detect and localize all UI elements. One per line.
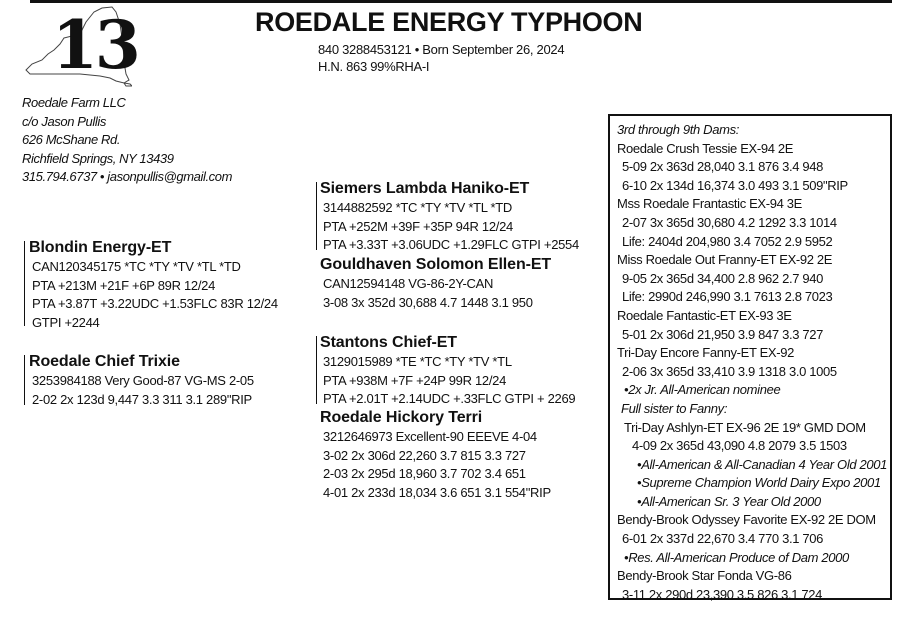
owner-city: Richfield Springs, NY 13439 (22, 150, 174, 166)
sire-id: CAN120345175 *TC *TY *TV *TL *TD (32, 259, 241, 274)
sires-sire-details (323, 199, 579, 255)
owner-block (22, 94, 232, 187)
dams-dam-id: 3212646973 Excellent-90 EEEVE 4-04 (323, 429, 537, 444)
dams-dam-record-2: 2-03 2x 295d 18,960 3.7 702 3.4 651 (323, 466, 526, 482)
dams-box-line: 9-05 2x 365d 34,400 2.8 962 2.7 940 (622, 270, 823, 286)
dams-box-line: Tri-Day Ashlyn-ET EX-96 2E 19* GMD DOM (624, 419, 866, 435)
sire-gtpi: GTPI +2244 (32, 314, 100, 330)
dams-box-line: •Supreme Champion World Dairy Expo 2001 (637, 475, 881, 491)
dams-sire-details (323, 353, 575, 409)
sires-dam-name: Gouldhaven Solomon Ellen-ET (320, 256, 552, 273)
dams-box-line: 2-06 3x 365d 33,410 3.9 1318 3.0 1005 (622, 363, 837, 379)
animal-name: ROEDALE ENERGY TYPHOON (255, 7, 643, 37)
top-rule (30, 0, 892, 3)
dams-box-line: Life: 2990d 246,990 3.1 7613 2.8 7023 (622, 289, 833, 305)
dams-box-line: Roedale Crush Tessie EX-94 2E (617, 140, 794, 156)
dam-details (32, 372, 254, 409)
dams-box-line: 5-01 2x 306d 21,950 3.9 847 3.3 727 (622, 326, 823, 342)
dams-box-line: 6-01 2x 337d 22,670 3.4 770 3.1 706 (622, 531, 823, 547)
dams-box-line: Roedale Fantastic-ET EX-93 3E (617, 307, 792, 323)
dams-box-line: •All-American & All-Canadian 4 Year Old 2001 (637, 456, 888, 472)
dams-dam-record-3: 4-01 2x 233d 18,034 3.6 651 3.1 554"RIP (323, 484, 551, 500)
extended-dams-box (608, 114, 892, 600)
dam-id: 3253984188 Very Good-87 VG-MS 2-05 (32, 373, 254, 388)
dams-box-line: 3-11 2x 290d 23,390 3.5 826 3.1 724 (622, 586, 823, 602)
dam-record: 2-02 2x 123d 9,447 3.3 311 3.1 289"RIP (32, 391, 252, 407)
sires-dam-record: 3-08 3x 352d 30,688 4.7 1448 3.1 950 (323, 294, 533, 310)
sire-details (32, 258, 278, 332)
sires-dam-id: CAN12594148 VG-86-2Y-CAN (323, 276, 494, 291)
dam-name: Roedale Chief Trixie (29, 353, 180, 370)
dams-box-line: Life: 2404d 204,980 3.4 7052 2.9 5952 (622, 233, 833, 249)
dams-box-line: Bendy-Brook Star Fonda VG-86 (617, 568, 792, 584)
dams-box-heading: 3rd through 9th Dams: (617, 122, 739, 137)
dams-box-line: Full sister to Fanny: (621, 400, 728, 416)
dams-sire-id: 3129015989 *TE *TC *TY *TV *TL (323, 354, 512, 369)
dams-box-line: •All-American Sr. 3 Year Old 2000 (637, 493, 821, 509)
owner-phone-email: 315.794.6737 • jasonpullis@gmail.com (22, 169, 233, 184)
dams-sire-bracket (316, 336, 317, 404)
animal-id-line: 840 3288453121 • Born September 26, 2024 (318, 42, 565, 57)
sire-pta-2: PTA +3.87T +3.22UDC +1.53FLC 83R 12/24 (32, 296, 278, 312)
lot-number: 13 (52, 6, 138, 84)
owner-contact: c/o Jason Pullis (22, 113, 106, 129)
sires-sire-pta-2: PTA +3.33T +3.06UDC +1.29FLC GTPI +2554 (323, 237, 579, 253)
sires-sire-pta-1: PTA +252M +39F +35P 94R 12/24 (323, 218, 513, 234)
dams-dam-record-1: 3-02 2x 306d 22,260 3.7 815 3.3 727 (323, 447, 526, 463)
dams-box-line: •Res. All-American Produce of Dam 2000 (624, 549, 849, 565)
dams-box-line: Tri-Day Encore Fanny-ET EX-92 (617, 345, 794, 361)
dams-dam-name: Roedale Hickory Terri (320, 409, 483, 426)
dams-box-line: Miss Roedale Out Franny-ET EX-92 2E (617, 252, 833, 268)
sires-sire-id: 3144882592 *TC *TY *TV *TL *TD (323, 200, 512, 215)
dams-box-line: •2x Jr. All-American nominee (624, 382, 781, 398)
owner-farm: Roedale Farm LLC (22, 95, 126, 110)
dams-sire-name: Stantons Chief-ET (320, 334, 457, 351)
dams-box-line: 4-09 2x 365d 43,090 4.8 2079 3.5 1503 (632, 438, 847, 454)
dam-bracket (24, 355, 25, 405)
dams-sire-pta-1: PTA +938M +7F +24P 99R 12/24 (323, 372, 507, 388)
lot-badge (20, 4, 138, 96)
dams-box-line: 5-09 2x 363d 28,040 3.1 876 3.4 948 (622, 159, 823, 175)
sire-pta-1: PTA +213M +21F +6P 89R 12/24 (32, 277, 216, 293)
dams-box-line: Mss Roedale Frantastic EX-94 3E (617, 196, 802, 212)
animal-hn-line: H.N. 863 99%RHA-I (318, 59, 430, 74)
sires-dam-details (323, 275, 533, 312)
sire-bracket (24, 241, 25, 326)
sires-sire-bracket (316, 182, 317, 250)
sire-name: Blondin Energy-ET (29, 239, 172, 256)
dams-dam-details (323, 428, 551, 502)
dams-box-line: 2-07 3x 365d 30,680 4.2 1292 3.3 1014 (622, 214, 837, 230)
dams-box-line: Bendy-Brook Odyssey Favorite EX-92 2E DOM (617, 512, 876, 528)
dams-box-line: 6-10 2x 134d 16,374 3.0 493 3.1 509"RIP (622, 177, 848, 193)
dams-sire-pta-2: PTA +2.01T +2.14UDC +.33FLC GTPI + 2269 (323, 391, 576, 407)
owner-street: 626 McShane Rd. (22, 132, 121, 147)
sires-sire-name: Siemers Lambda Haniko-ET (320, 180, 530, 197)
